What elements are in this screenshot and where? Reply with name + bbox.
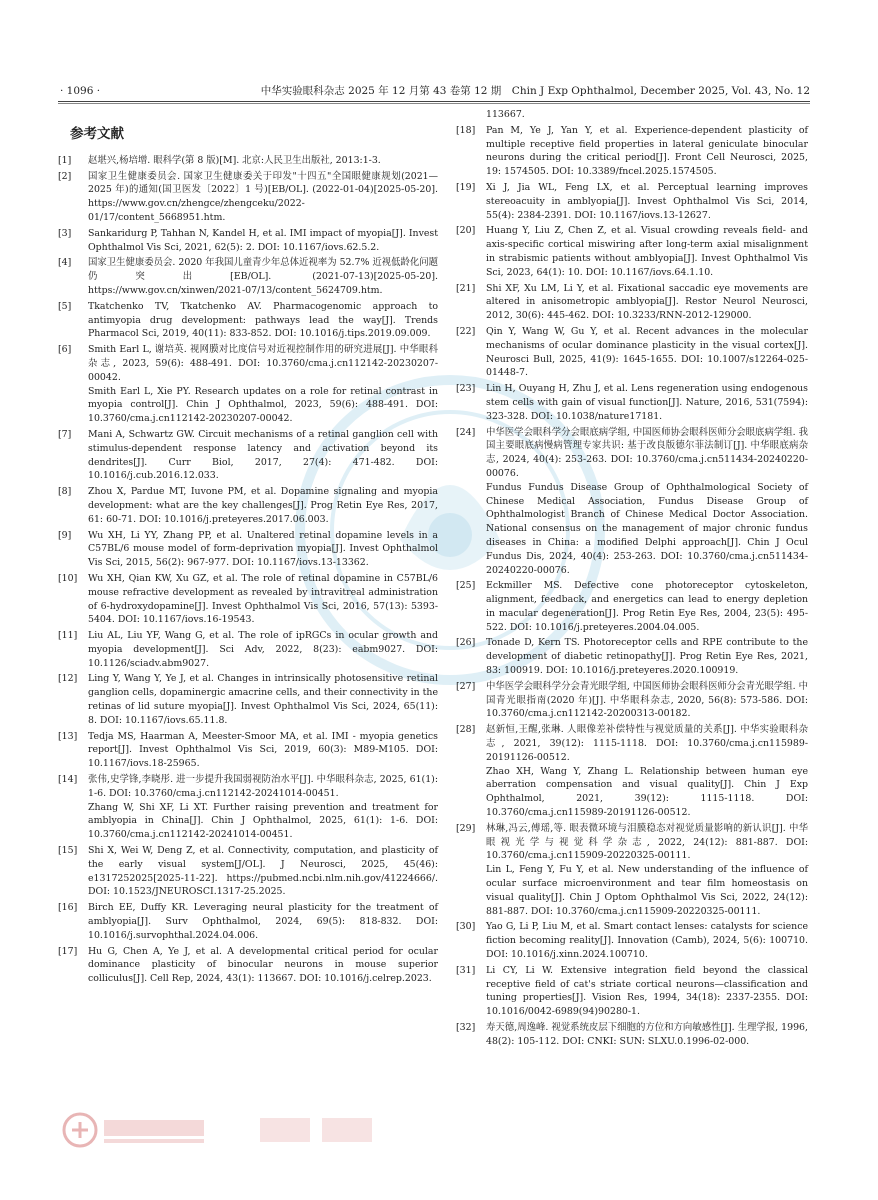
reference-number: [23] bbox=[456, 383, 476, 395]
reference-item bbox=[58, 343, 438, 426]
reference-number: [13] bbox=[58, 730, 78, 742]
reference-number: [30] bbox=[456, 921, 476, 933]
reference-number: [1] bbox=[58, 154, 72, 166]
reference-text: 国家卫生健康委员会. 2020 年我国儿童青少年总体近视率为 52.7% 近视低龄化问题仍突出[EB/OL]. (2021-07-13)[2025-05-20]. https://www.gov.cn/xinwen/2021-07/13/content_5624709.htm. bbox=[88, 257, 438, 296]
reference-item bbox=[58, 170, 438, 225]
reference-item bbox=[456, 325, 808, 380]
reference-number: [22] bbox=[456, 325, 476, 337]
reference-english-translation: Smith Earl L, Xie PY. Research updates on a role for retinal contrast in myopia control[J]. Chin J Ophthalmol, 2023, 59(6): 488-491. DOI: 10.3760/cma.j.cn112142-20230207-00042. bbox=[88, 385, 438, 425]
reference-item bbox=[58, 672, 438, 727]
reference-number: [24] bbox=[456, 426, 476, 438]
publisher-logo-icon bbox=[60, 1110, 400, 1150]
reference-number: [14] bbox=[58, 774, 78, 786]
reference-number: [17] bbox=[58, 945, 78, 957]
reference-text: Huang Y, Liu Z, Chen Z, et al. Visual crowding reveals field- and axis-specific cortical miswiring after long-term axial misalignment in strabismic patients without amblyopia[J]. Invest Ophthalmol Vis Sci, 2023, 64(1): 10. DOI: 10.1167/iovs.64.1.10. bbox=[486, 225, 808, 278]
reference-english-translation: Zhao XH, Wang Y, Zhang L. Relationship between human eye aberration compensation and visual quality[J]. Chin J Exp Ophthalmol, 2021, 39(12): 1115-1118. DOI: 10.3760/cma.j.cn115989-20191126-00512. bbox=[486, 765, 808, 819]
reference-number: [20] bbox=[456, 225, 476, 237]
reference-text: Zhou X, Pardue MT, Iuvone PM, et al. Dopamine signaling and myopia development: what are the key challenges[J]. Prog Retin Eye Res, 2017, 61: 60-71. DOI: 10.1016/j.preteyeres.2017.06.003. bbox=[88, 486, 438, 525]
reference-item bbox=[456, 382, 808, 423]
right-column bbox=[456, 108, 808, 1051]
reference-number: [18] bbox=[456, 124, 476, 136]
reference-item bbox=[58, 300, 438, 341]
reference-text: Tkatchenko TV, Tkatchenko AV. Pharmacogenomic approach to antimyopia drug development: pathways lead the way[J]. Trends Pharmacol Sci, 2019, 40(11): 833-852. DOI: 10.1016/j.tips.2019.09.009. bbox=[88, 300, 438, 340]
reference-item bbox=[58, 227, 438, 255]
reference-text: Smith Earl L, 谢培英. 视网膜对比度信号对近视控制作用的研究进展[J]. 中华眼科杂志, 2023, 59(6): 488-491. DOI: 10.3760/cma.j.cn112142-20230207-00042. bbox=[88, 344, 438, 383]
reference-number: [8] bbox=[58, 486, 72, 498]
reference-text: Mani A, Schwartz GW. Circuit mechanisms of a retinal ganglion cell with stimulus-dependent response latency and activation beyond its dendrites[J]. Curr Biol, 2017, 27(4): 471-482. DOI: 10.1016/j.cub.2016.12.033. bbox=[88, 428, 438, 482]
reference-number: [31] bbox=[456, 964, 476, 976]
reference-text: Ling Y, Wang Y, Ye J, et al. Changes in intrinsically photosensitive retinal ganglion cells, dopaminergic amacrine cells, and their connectivity in the retinas of lid suture myopia[J]. Invest Ophthalmol Vis Sci, 2024, 65(11): 8. DOI: 10.1167/iovs.65.11.8. bbox=[88, 673, 438, 726]
reference-item bbox=[456, 723, 808, 820]
left-column bbox=[58, 108, 438, 988]
reference-item bbox=[58, 773, 438, 842]
reference-number: [29] bbox=[456, 822, 476, 834]
reference-text: Qin Y, Wang W, Gu Y, et al. Recent advances in the molecular mechanisms of ocular dominance plasticity in the visual cortex[J]. Neurosci Bull, 2025, 41(9): 1645-1655. DOI: 10.1007/s12264-025-01448-7. bbox=[486, 325, 808, 379]
reference-text: Wu XH, Li YY, Zhang PP, et al. Unaltered retinal dopamine levels in a C57BL/6 mouse model of form-deprivation myopia[J]. Invest Ophthalmol Vis Sci, 2015, 56(2): 967-977. DOI: 10.1167/iovs.13-13362. bbox=[88, 529, 438, 569]
reference-item bbox=[58, 529, 438, 570]
reference-number: [7] bbox=[58, 428, 72, 440]
reference-number: [26] bbox=[456, 637, 476, 649]
reference-text: Shi X, Wei W, Deng Z, et al. Connectivity, computation, and plasticity of the early visual system[J/OL]. J Neurosci, 2025, 45(46): e1317252025[2025-11-22]. https://pubmed.ncbi.nlm.nih.gov/41224666/. DOI: 10.1523/JNEUROSCI.1317-25.2025. bbox=[88, 845, 438, 898]
reference-item bbox=[58, 572, 438, 627]
reference-text: Wu XH, Qian KW, Xu GZ, et al. The role of retinal dopamine in C57BL/6 mouse refractive development as revealed by intravitreal administration of 6-hydroxydopamine[J]. Invest Ophthalmol Vis Sci, 2016, 57(13): 5393-5404. DOI: 10.1167/iovs.16-19543. bbox=[88, 572, 438, 626]
reference-number: [21] bbox=[456, 282, 476, 294]
references-heading: 参考文献 bbox=[70, 126, 124, 142]
reference-english-translation: Fundus Fundus Disease Group of Ophthalmological Society of Chinese Medical Association, Fundus Disease Group of Ophthalmologist Branch of Chinese Medical Doctor Association. National consensus on the management of major chronic fundus diseases in China: a modified Delphi approach[J]. Chin J Ocul Fundus Dis, 2024, 40(4): 253-263. DOI: 10.3760/cma.j.cn511434-20240220-00076. bbox=[486, 481, 808, 576]
reference-text: Shi XF, Xu LM, Li Y, et al. Fixational saccadic eye movements are altered in anisometropic amblyopia[J]. Restor Neurol Neurosci, 2012, 30(6): 445-462. DOI: 10.3233/RNN-2012-129000. bbox=[486, 282, 808, 322]
reference-text: 国家卫生健康委员会. 国家卫生健康委关于印发"十四五"全国眼健康规划(2021—2025 年)的通知(国卫医发〔2022〕1 号)[EB/OL]. (2022-01-04)[2025-05-20]. https://www.gov.cn/zhengce/zhengceku/2022-01/17/content_5668951.htm. bbox=[88, 170, 438, 223]
reference-number: [2] bbox=[58, 170, 72, 182]
reference-item bbox=[58, 154, 438, 168]
reference-list-left bbox=[58, 154, 438, 986]
reference-text: 赵堪兴,杨培增. 眼科学(第 8 版)[M]. 北京:人民卫生出版社, 2013:1-3. bbox=[88, 154, 381, 166]
reference-number: [5] bbox=[58, 300, 72, 312]
reference-number: [3] bbox=[58, 227, 72, 239]
reference-item bbox=[58, 256, 438, 297]
reference-english-translation: Zhang W, Shi XF, Li XT. Further raising prevention and treatment for amblyopia in China[J]. Chin J Ophthalmol, 2025, 61(1): 1-6. DOI: 10.3760/cma.j.cn112142-20241014-00451. bbox=[88, 801, 438, 841]
running-header bbox=[58, 82, 810, 100]
header-rule-thin bbox=[58, 103, 810, 104]
reference-text: Pan M, Ye J, Yan Y, et al. Experience-dependent plasticity of multiple receptive field properties in lateral geniculate binocular neurons during the critical period[J]. Front Cell Neurosci, 2025, 19: 1574505. DOI: 10.3389/fncel.2025.1574505. bbox=[486, 124, 808, 178]
reference-text: 中华医学会眼科学分会眼底病学组, 中国医师协会眼科医师分会眼底病学组. 我国主要眼底病慢病管理专家共识: 基于改良版德尔菲法制订[J]. 中华眼底病杂志, 2024, 40(4): 253-263. DOI: 10.3760/cma.j.cn511434-20240220-00076. bbox=[486, 426, 808, 479]
reference-item bbox=[456, 124, 808, 179]
reference-item bbox=[456, 579, 808, 634]
reference-number: [25] bbox=[456, 580, 476, 592]
reference-item bbox=[58, 485, 438, 526]
reference-list-right bbox=[456, 124, 808, 1049]
reference-text: Tonade D, Kern TS. Photoreceptor cells and RPE contribute to the development of diabetic retinopathy[J]. Prog Retin Eye Res, 2021, 83: 100919. DOI: 10.1016/j.preteyeres.2020.100919. bbox=[486, 637, 808, 677]
reference-item bbox=[456, 636, 808, 677]
reference-text: Liu AL, Liu YF, Wang G, et al. The role of ipRGCs in ocular growth and myopia development[J]. Sci Adv, 2022, 8(23): eabm9027. DOI: 10.1126/sciadv.abm9027. bbox=[88, 630, 438, 669]
reference-number: [32] bbox=[456, 1022, 476, 1033]
reference-number: [9] bbox=[58, 529, 72, 541]
reference-text: Sankaridurg P, Tahhan N, Kandel H, et al. IMI impact of myopia[J]. Invest Ophthalmol Vis Sci, 2021, 62(5): 2. DOI: 10.1167/iovs.62.5.2. bbox=[88, 227, 438, 253]
reference-text: Yao G, Li P, Liu M, et al. Smart contact lenses: catalysts for science fiction becoming reality[J]. Innovation (Camb), 2024, 5(6): 100710. DOI: 10.1016/j.xinn.2024.100710. bbox=[486, 921, 808, 961]
reference-number: [10] bbox=[58, 572, 78, 584]
reference-text: Lin H, Ouyang H, Zhu J, et al. Lens regeneration using endogenous stem cells with gain of visual function[J]. Nature, 2016, 531(7594): 323-328. DOI: 10.1038/nature17181. bbox=[486, 383, 808, 422]
reference-item bbox=[456, 1021, 808, 1049]
reference-english-translation: Lin L, Feng Y, Fu Y, et al. New understanding of the influence of ocular surface microenvironment and tear film homeostasis on visual quality[J]. Chin J Optom Ophthalmol Vis Sci, 2022, 24(12): 881-887. DOI: 10.3760/cma.j.cn115909-20220325-00111. bbox=[486, 864, 808, 917]
reference-text: Xi J, Jia WL, Feng LX, et al. Perceptual learning improves stereoacuity in amblyopia[J]. Invest Ophthalmol Vis Sci, 2014, 55(4): 2384-2391. DOI: 10.1167/iovs.13-12627. bbox=[486, 181, 808, 221]
reference-item bbox=[456, 181, 808, 222]
reference-item bbox=[456, 920, 808, 961]
reference-item bbox=[456, 282, 808, 323]
reference-text: 张伟,史学锋,李晓彤. 进一步提升我国弱视防治水平[J]. 中华眼科杂志, 2025, 61(1): 1-6. DOI: 10.3760/cma.j.cn112142-20241014-00451. bbox=[88, 774, 438, 799]
reference-text: Tedja MS, Haarman A, Meester-Smoor MA, et al. IMI - myopia genetics report[J]. Invest Ophthalmol Vis Sci, 2019, 60(3): M89-M105. DOI: 10.1167/iovs.18-25965. bbox=[88, 730, 438, 770]
reference-number: [4] bbox=[58, 257, 72, 269]
reference-item bbox=[456, 426, 808, 578]
reference-text: 林琳,冯云,傅瑶,等. 眼表微环境与泪膜稳态对视觉质量影响的新认识[J]. 中华眼视光学与视觉科学杂志, 2022, 24(12): 881-887. DOI: 10.3760/cma.j.cn115909-20220325-00111. bbox=[486, 822, 808, 862]
reference-number: [28] bbox=[456, 724, 476, 736]
reference-item bbox=[58, 730, 438, 771]
reference-number: [15] bbox=[58, 845, 78, 857]
reference-continuation: 113667. bbox=[486, 109, 525, 120]
reference-number: [12] bbox=[58, 673, 78, 685]
reference-item bbox=[58, 428, 438, 483]
reference-item bbox=[58, 844, 438, 899]
reference-number: [27] bbox=[456, 680, 476, 692]
reference-text: 寿天德,周逸峰. 视觉系统皮层下细胞的方位和方向敏感性[J]. 生理学报, 1996, 48(2): 105-112. DOI: CNKI: SUN: SLXU.0.1996-02-000. bbox=[486, 1022, 808, 1047]
reference-text: 中华医学会眼科学分会青光眼学组, 中国医师协会眼科医师分会青光眼学组. 中国青光眼指南(2020 年)[J]. 中华眼科杂志, 2020, 56(8): 573-586. DOI: 10.3760/cma.j.cn112142-20200313-00182. bbox=[486, 680, 808, 720]
reference-item bbox=[456, 680, 808, 721]
reference-number: [6] bbox=[58, 344, 72, 356]
reference-item bbox=[456, 822, 808, 919]
header-rule bbox=[58, 101, 810, 102]
reference-text: Birch EE, Duffy KR. Leveraging neural plasticity for the treatment of amblyopia[J]. Surv Ophthalmol, 2024, 69(5): 818-832. DOI: 10.1016/j.survophthal.2024.04.006. bbox=[88, 902, 438, 941]
reference-item bbox=[58, 901, 438, 942]
journal-citation-line: 中华实验眼科杂志 2025 年 12 月第 43 卷第 12 期 Chin J Exp Ophthalmol, December 2025, Vol. 43, No. 12 bbox=[260, 85, 810, 97]
page-number: · 1096 · bbox=[60, 85, 101, 97]
reference-number: [19] bbox=[456, 181, 476, 193]
reference-text: Hu G, Chen A, Ye J, et al. A developmental critical period for ocular dominance plasticity of binocular neurons in mouse superior colliculus[J]. Cell Rep, 2024, 43(1): 113667. DOI: 10.1016/j.celrep.2023. bbox=[88, 945, 438, 985]
reference-item bbox=[58, 629, 438, 670]
reference-item bbox=[456, 224, 808, 279]
reference-text: Li CY, Li W. Extensive integration field beyond the classical receptive field of cat's striate cortical neurons—classification and tuning properties[J]. Vision Res, 1994, 34(18): 2337-2355. DOI: 10.1016/0042-6989(94)90280-1. bbox=[486, 964, 808, 1018]
reference-item bbox=[58, 945, 438, 986]
reference-number: [16] bbox=[58, 902, 78, 914]
reference-item bbox=[456, 964, 808, 1019]
reference-number: [11] bbox=[58, 630, 78, 642]
reference-text: 赵新恒,王醒,张琳. 人眼像差补偿特性与视觉质量的关系[J]. 中华实验眼科杂志, 2021, 39(12): 1115-1118. DOI: 10.3760/cma.j.cn115989-20191126-00512. bbox=[486, 724, 808, 763]
reference-text: Eckmiller MS. Defective cone photoreceptor cytoskeleton, alignment, feedback, and energetics can lead to energy depletion in macular degeneration[J]. Prog Retin Eye Res, 2004, 23(5): 495-522. DOI: 10.1016/j.preteyeres.2004.04.005. bbox=[486, 580, 808, 633]
